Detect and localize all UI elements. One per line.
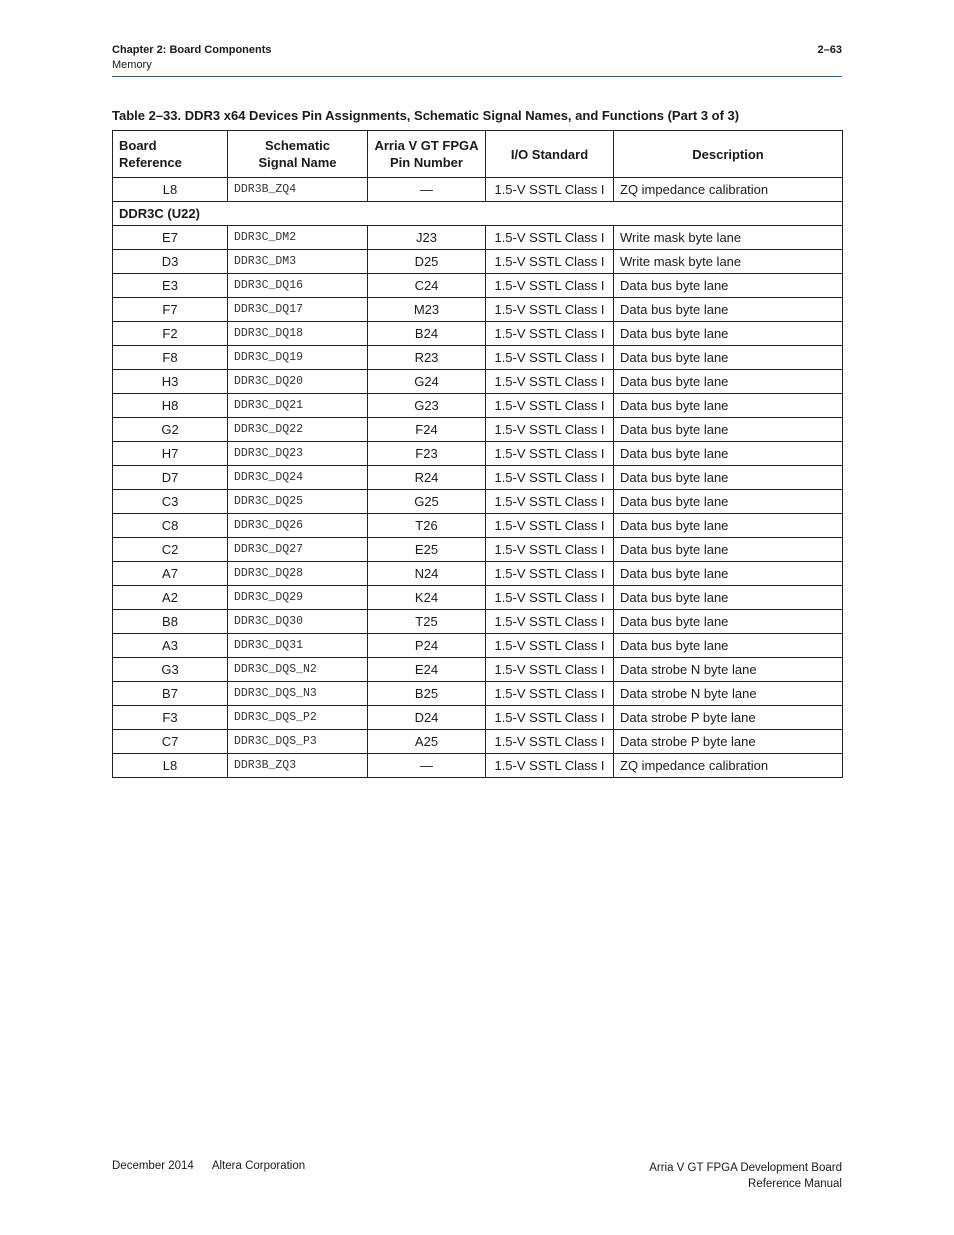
cell-signal-name: DDR3C_DQ29 xyxy=(228,586,368,610)
cell-io-standard: 1.5-V SSTL Class I xyxy=(486,490,614,514)
cell-board-reference: G2 xyxy=(113,418,228,442)
cell-io-standard: 1.5-V SSTL Class I xyxy=(486,658,614,682)
table-caption: Table 2–33. DDR3 x64 Devices Pin Assignments, Schematic Signal Names, and Functions (Part 3 of 3) xyxy=(112,108,740,123)
table-row xyxy=(113,274,843,298)
col-header-pin-number xyxy=(368,131,486,178)
cell-description: Data bus byte lane xyxy=(614,538,843,562)
cell-pin-number: E24 xyxy=(368,658,486,682)
cell-signal-name: DDR3C_DQS_N2 xyxy=(228,658,368,682)
cell-pin-number: T25 xyxy=(368,610,486,634)
cell-pin-number: P24 xyxy=(368,634,486,658)
table-row xyxy=(113,298,843,322)
cell-description: Data bus byte lane xyxy=(614,394,843,418)
cell-signal-name: DDR3C_DQ28 xyxy=(228,562,368,586)
table-row xyxy=(113,586,843,610)
cell-board-reference: H3 xyxy=(113,370,228,394)
cell-board-reference: L8 xyxy=(113,178,228,202)
cell-pin-number: R23 xyxy=(368,346,486,370)
cell-description: Data bus byte lane xyxy=(614,274,843,298)
cell-pin-number: B25 xyxy=(368,682,486,706)
cell-signal-name: DDR3C_DQS_P3 xyxy=(228,730,368,754)
cell-io-standard: 1.5-V SSTL Class I xyxy=(486,394,614,418)
table-row xyxy=(113,754,843,778)
cell-board-reference: H8 xyxy=(113,394,228,418)
table-row xyxy=(113,730,843,754)
cell-pin-number: G24 xyxy=(368,370,486,394)
cell-pin-number: K24 xyxy=(368,586,486,610)
cell-io-standard: 1.5-V SSTL Class I xyxy=(486,514,614,538)
cell-signal-name: DDR3C_DQ22 xyxy=(228,418,368,442)
table-row xyxy=(113,418,843,442)
cell-board-reference: A2 xyxy=(113,586,228,610)
col-header-io-standard: I/O Standard xyxy=(486,131,614,178)
running-header xyxy=(112,43,272,73)
cell-board-reference: C8 xyxy=(113,514,228,538)
cell-signal-name: DDR3C_DQ19 xyxy=(228,346,368,370)
cell-pin-number: J23 xyxy=(368,226,486,250)
cell-io-standard: 1.5-V SSTL Class I xyxy=(486,346,614,370)
cell-io-standard: 1.5-V SSTL Class I xyxy=(486,610,614,634)
cell-pin-number: M23 xyxy=(368,298,486,322)
cell-io-standard: 1.5-V SSTL Class I xyxy=(486,562,614,586)
cell-description: Data bus byte lane xyxy=(614,322,843,346)
cell-io-standard: 1.5-V SSTL Class I xyxy=(486,706,614,730)
table-header-row xyxy=(113,131,843,178)
cell-description: Write mask byte lane xyxy=(614,250,843,274)
cell-signal-name: DDR3C_DQ17 xyxy=(228,298,368,322)
cell-pin-number: — xyxy=(368,178,486,202)
cell-board-reference: B8 xyxy=(113,610,228,634)
cell-io-standard: 1.5-V SSTL Class I xyxy=(486,274,614,298)
cell-signal-name: DDR3C_DQ30 xyxy=(228,610,368,634)
table-row xyxy=(113,706,843,730)
cell-description: Data bus byte lane xyxy=(614,418,843,442)
col-header-pin-number-line1: Arria V GT FPGA xyxy=(374,138,479,153)
cell-signal-name: DDR3C_DQS_N3 xyxy=(228,682,368,706)
table-row xyxy=(113,370,843,394)
cell-signal-name: DDR3C_DM3 xyxy=(228,250,368,274)
cell-pin-number: G23 xyxy=(368,394,486,418)
cell-io-standard: 1.5-V SSTL Class I xyxy=(486,370,614,394)
col-header-description: Description xyxy=(614,131,843,178)
cell-signal-name: DDR3C_DQ20 xyxy=(228,370,368,394)
cell-io-standard: 1.5-V SSTL Class I xyxy=(486,298,614,322)
cell-io-standard: 1.5-V SSTL Class I xyxy=(486,250,614,274)
cell-signal-name: DDR3C_DQ25 xyxy=(228,490,368,514)
footer-right xyxy=(649,1160,842,1192)
cell-description: Data strobe P byte lane xyxy=(614,706,843,730)
cell-board-reference: F3 xyxy=(113,706,228,730)
cell-description: Data bus byte lane xyxy=(614,634,843,658)
cell-description: Data bus byte lane xyxy=(614,490,843,514)
cell-board-reference: F7 xyxy=(113,298,228,322)
cell-description: ZQ impedance calibration xyxy=(614,754,843,778)
cell-board-reference: D7 xyxy=(113,466,228,490)
cell-signal-name: DDR3C_DQ16 xyxy=(228,274,368,298)
cell-io-standard: 1.5-V SSTL Class I xyxy=(486,466,614,490)
group-label-ddr3c: DDR3C (U22) xyxy=(113,202,843,226)
cell-signal-name: DDR3C_DQ31 xyxy=(228,634,368,658)
footer-doc-subtitle: Reference Manual xyxy=(748,1178,842,1190)
table-row xyxy=(113,514,843,538)
cell-board-reference: L8 xyxy=(113,754,228,778)
cell-signal-name: DDR3C_DM2 xyxy=(228,226,368,250)
cell-board-reference: B7 xyxy=(113,682,228,706)
cell-pin-number: C24 xyxy=(368,274,486,298)
cell-board-reference: F8 xyxy=(113,346,228,370)
cell-io-standard: 1.5-V SSTL Class I xyxy=(486,322,614,346)
cell-signal-name: DDR3C_DQS_P2 xyxy=(228,706,368,730)
cell-signal-name: DDR3C_DQ26 xyxy=(228,514,368,538)
cell-signal-name: DDR3C_DQ21 xyxy=(228,394,368,418)
cell-description: Data strobe N byte lane xyxy=(614,682,843,706)
header-rule xyxy=(112,76,842,77)
cell-io-standard: 1.5-V SSTL Class I xyxy=(486,634,614,658)
cell-io-standard: 1.5-V SSTL Class I xyxy=(486,754,614,778)
cell-description: Data bus byte lane xyxy=(614,610,843,634)
cell-board-reference: G3 xyxy=(113,658,228,682)
footer-date: December 2014 xyxy=(112,1160,194,1172)
table-row xyxy=(113,346,843,370)
cell-pin-number: E25 xyxy=(368,538,486,562)
cell-board-reference: A3 xyxy=(113,634,228,658)
cell-board-reference: D3 xyxy=(113,250,228,274)
cell-signal-name: DDR3C_DQ27 xyxy=(228,538,368,562)
table-row xyxy=(113,226,843,250)
table-group-row xyxy=(113,202,843,226)
cell-signal-name: DDR3B_ZQ3 xyxy=(228,754,368,778)
cell-pin-number: A25 xyxy=(368,730,486,754)
cell-description: Data bus byte lane xyxy=(614,298,843,322)
cell-board-reference: H7 xyxy=(113,442,228,466)
table-row xyxy=(113,610,843,634)
cell-board-reference: C3 xyxy=(113,490,228,514)
footer-company: Altera Corporation xyxy=(211,1160,306,1172)
cell-io-standard: 1.5-V SSTL Class I xyxy=(486,418,614,442)
cell-pin-number: D24 xyxy=(368,706,486,730)
cell-board-reference: C7 xyxy=(113,730,228,754)
table-row xyxy=(113,682,843,706)
cell-board-reference: C2 xyxy=(113,538,228,562)
cell-description: Data bus byte lane xyxy=(614,466,843,490)
cell-signal-name: DDR3C_DQ23 xyxy=(228,442,368,466)
cell-description: ZQ impedance calibration xyxy=(614,178,843,202)
col-header-board-reference: Board Reference xyxy=(113,131,228,178)
cell-description: Data bus byte lane xyxy=(614,586,843,610)
page-number: 2–63 xyxy=(817,44,842,56)
cell-description: Data strobe P byte lane xyxy=(614,730,843,754)
col-header-signal-name-line2: Signal Name xyxy=(258,155,337,170)
cell-board-reference: E7 xyxy=(113,226,228,250)
pin-assignment-table xyxy=(112,130,843,778)
cell-io-standard: 1.5-V SSTL Class I xyxy=(486,226,614,250)
cell-signal-name: DDR3B_ZQ4 xyxy=(228,178,368,202)
footer-doc-title: Arria V GT FPGA Development Board xyxy=(649,1162,842,1174)
cell-signal-name: DDR3C_DQ18 xyxy=(228,322,368,346)
cell-pin-number: D25 xyxy=(368,250,486,274)
cell-io-standard: 1.5-V SSTL Class I xyxy=(486,538,614,562)
cell-signal-name: DDR3C_DQ24 xyxy=(228,466,368,490)
cell-io-standard: 1.5-V SSTL Class I xyxy=(486,178,614,202)
cell-description: Data strobe N byte lane xyxy=(614,658,843,682)
cell-pin-number: — xyxy=(368,754,486,778)
cell-description: Data bus byte lane xyxy=(614,370,843,394)
chapter-title: Chapter 2: Board Components xyxy=(112,44,272,56)
cell-io-standard: 1.5-V SSTL Class I xyxy=(486,586,614,610)
table-row xyxy=(113,562,843,586)
cell-description: Write mask byte lane xyxy=(614,226,843,250)
table-row xyxy=(113,394,843,418)
cell-pin-number: T26 xyxy=(368,514,486,538)
cell-io-standard: 1.5-V SSTL Class I xyxy=(486,442,614,466)
cell-pin-number: B24 xyxy=(368,322,486,346)
cell-board-reference: E3 xyxy=(113,274,228,298)
cell-pin-number: G25 xyxy=(368,490,486,514)
table-row xyxy=(113,322,843,346)
table-row xyxy=(113,490,843,514)
cell-pin-number: R24 xyxy=(368,466,486,490)
cell-io-standard: 1.5-V SSTL Class I xyxy=(486,682,614,706)
table-row xyxy=(113,442,843,466)
cell-description: Data bus byte lane xyxy=(614,514,843,538)
cell-board-reference: A7 xyxy=(113,562,228,586)
footer-left xyxy=(112,1160,305,1172)
cell-board-reference: F2 xyxy=(113,322,228,346)
table-row xyxy=(113,538,843,562)
col-header-signal-name xyxy=(228,131,368,178)
cell-description: Data bus byte lane xyxy=(614,562,843,586)
table-row xyxy=(113,250,843,274)
cell-io-standard: 1.5-V SSTL Class I xyxy=(486,730,614,754)
col-header-pin-number-line2: Pin Number xyxy=(390,155,463,170)
cell-pin-number: F24 xyxy=(368,418,486,442)
table-row xyxy=(113,634,843,658)
cell-description: Data bus byte lane xyxy=(614,442,843,466)
col-header-signal-name-line1: Schematic xyxy=(264,138,331,153)
cell-pin-number: F23 xyxy=(368,442,486,466)
section-title: Memory xyxy=(112,59,152,71)
table-row xyxy=(113,178,843,202)
cell-description: Data bus byte lane xyxy=(614,346,843,370)
table-row xyxy=(113,466,843,490)
cell-pin-number: N24 xyxy=(368,562,486,586)
table-row xyxy=(113,658,843,682)
